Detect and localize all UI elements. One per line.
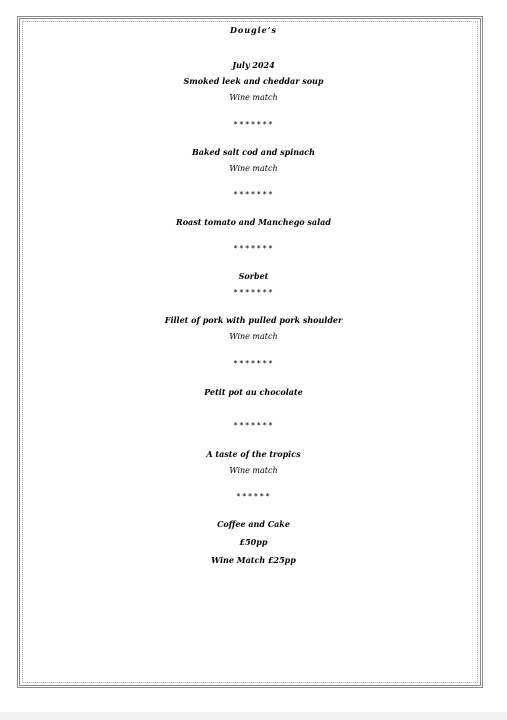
course-salt-cod: Baked salt cod and spinach — [192, 147, 315, 157]
separator-5: ******* — [233, 359, 274, 368]
course-sorbet: Sorbet — [238, 271, 269, 281]
course-pork: Fillet of pork with pulled pork shoulder — [164, 315, 343, 325]
separator-2: ******* — [233, 190, 274, 199]
wine-match-tropics: Wine match — [229, 466, 278, 475]
menu-price: £50pp — [239, 537, 268, 547]
page-border — [17, 16, 483, 688]
separator-1: ******* — [233, 120, 274, 129]
course-soup: Smoked leek and cheddar soup — [183, 76, 324, 86]
course-tropics: A taste of the tropics — [206, 449, 301, 459]
menu-date: July 2024 — [232, 60, 275, 70]
wine-match-salt-cod: Wine match — [229, 164, 278, 173]
wine-match-soup: Wine match — [229, 93, 278, 102]
separator-7: ****** — [236, 492, 271, 501]
course-chocolate: Petit pot au chocolate — [204, 387, 303, 397]
separator-4: ******* — [233, 288, 274, 297]
separator-6: ******* — [233, 421, 274, 430]
wine-match-pork: Wine match — [229, 332, 278, 341]
course-salad: Roast tomato and Manchego salad — [176, 217, 331, 227]
course-coffee-cake: Coffee and Cake — [217, 519, 290, 529]
wine-match-price: Wine Match £25pp — [211, 555, 296, 565]
separator-3: ******* — [233, 244, 274, 253]
restaurant-title: Dougie’s — [229, 25, 278, 35]
